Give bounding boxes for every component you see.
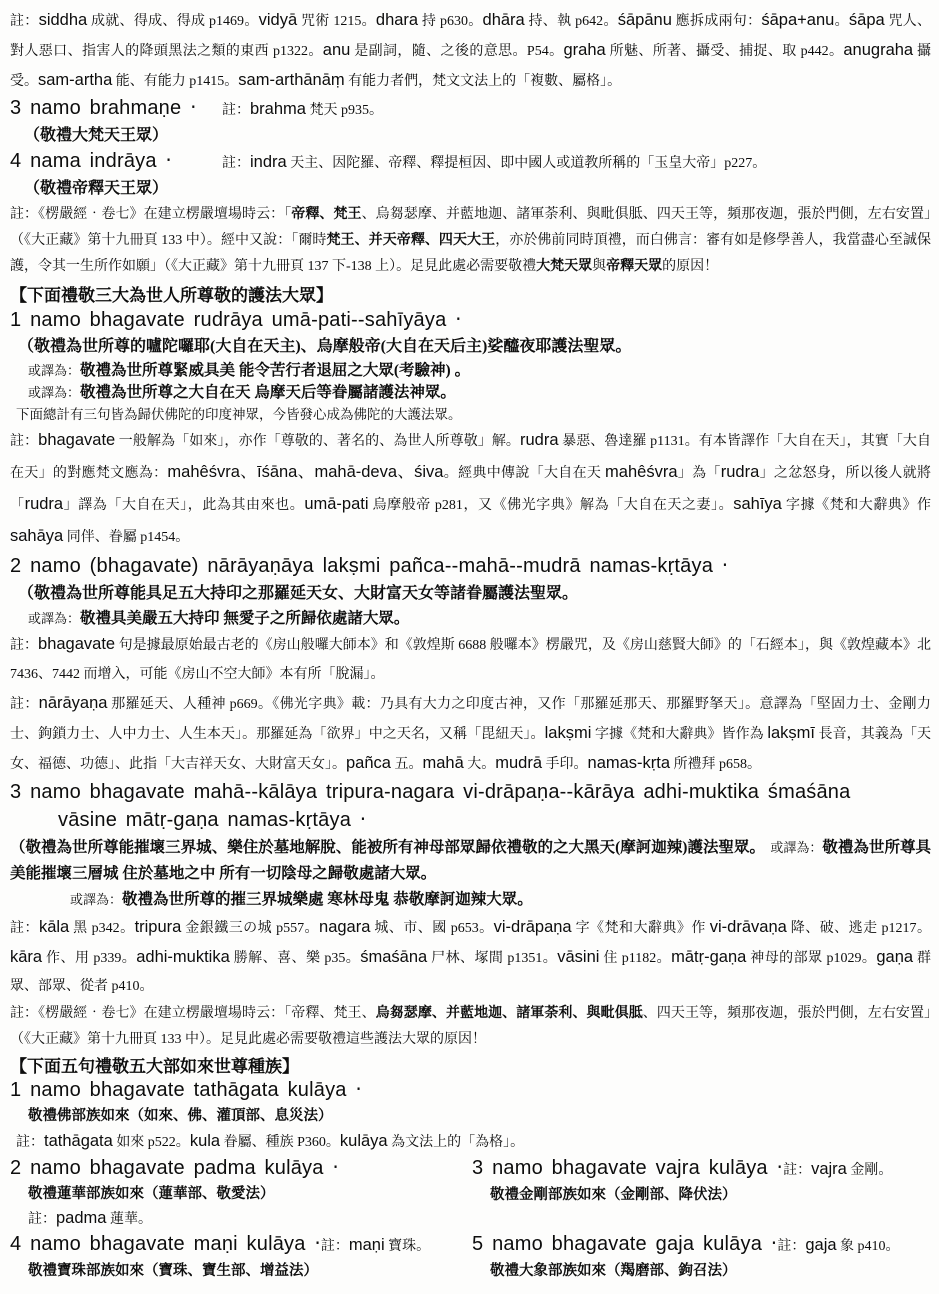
chinese-note-text: 註： [222, 156, 250, 171]
chinese-note-text: 註： [10, 638, 39, 653]
mantra-text: 3 namo bhagavate mahā--kālāya tripura-nagara vi-drāpaṇa--kārāya adhi-muktika śmaśāna [10, 781, 851, 803]
glossary-note-top [10, 6, 931, 96]
translation-text: 敬禮為世所尊緊威具美 能令苦行者退屈之大眾(考驗神) 。 [80, 362, 471, 379]
alt-translation-mahakala [10, 887, 931, 913]
chinese-note-text: 所禮拜 p658。 [670, 757, 762, 772]
sanskrit-term: adhi-muktika [136, 948, 230, 966]
sanskrit-term: nagara [319, 918, 371, 936]
column-vajra [472, 1156, 931, 1232]
sanskrit-term: rudra [24, 495, 64, 513]
chinese-note-text: 註： [320, 1239, 349, 1254]
chinese-note-text: 尸林、塚間 p1351。 [427, 951, 558, 966]
sanskrit-term: kula [189, 1132, 221, 1150]
chinese-note-text-bold: 大梵天眾 [536, 259, 593, 274]
section-header-protectors: 【下面禮敬三大為世人所尊敬的護法大眾】 [10, 286, 333, 305]
sanskrit-term: anugraha [843, 41, 914, 59]
chinese-note-text: 長音，其義為「天女、福德、功德」、此指「大吉祥天女、大財富天女」。 [10, 727, 932, 772]
alt-translation-label: 或譯為： [70, 892, 123, 907]
chinese-note-text: 的原因！ [662, 259, 719, 274]
two-column-row-1 [10, 1156, 931, 1232]
translation-text: （敬禮為世所尊能摧壞三界城、樂住於墓地解脫、能被所有神母部眾歸依禮敬的之大黑天(摩訶迦辣)護法聖眾。 [10, 839, 758, 856]
chinese-note-text: 群眾、部眾、從者 p410。 [10, 951, 932, 994]
chinese-note-text: 註：《楞嚴經‧卷七》在建立楞嚴壇場時云：「 [10, 207, 292, 222]
chinese-note-text: 烏摩般帝 p281，又《佛光字典》解為「大自在天之妻」。 [368, 498, 734, 513]
chinese-note-text-bold: 烏芻瑟摩、并藍地迦、諸軍荼利、與毗俱胝 [375, 1006, 643, 1021]
mantra-text: 2 namo bhagavate padma kulāya ‧ [10, 1157, 339, 1179]
sanskrit-term: umā-pati [304, 495, 369, 513]
chinese-note-text: 寶珠。 [384, 1239, 431, 1254]
chinese-note-text: 字據《梵和大辭典》作 [781, 498, 932, 513]
chinese-note-text: 」之忿怒身，所以後人就將「 [10, 466, 932, 513]
chinese-note-text: 成就、得成、得成 p1469。 [87, 14, 259, 29]
sanskrit-term: sahāya [10, 527, 64, 545]
chinese-note-text: 持、執 p642。 [524, 14, 618, 29]
alt-translation-label: 或譯為： [28, 611, 81, 626]
chinese-note-text: 降、破、逃走 p1217。 [786, 921, 932, 936]
translation-text: 敬禮具美嚴五大持印 無愛子之所歸依處諸大眾。 [80, 610, 410, 627]
translation-indra: （敬禮帝釋天王眾） [24, 180, 169, 197]
sanskrit-term: śāpa+anu [761, 11, 835, 29]
alt-translation-label: 或譯為： [28, 385, 81, 400]
alt-translation-rudra-2 [10, 382, 931, 404]
chinese-note-text: 作、用 p339。 [42, 951, 137, 966]
chinese-note-text: 如來 p522。 [112, 1135, 190, 1150]
chinese-note-text: 暴惡、魯達羅 p1131。有本皆譯作「大自在天」，其實「大自在天」的對應梵文應為： [10, 434, 932, 481]
note-bhagavate-sources [10, 630, 931, 689]
chinese-note-text: 眷屬、種族 P360。 [220, 1135, 340, 1150]
chinese-note-text: 字據《梵和大辭典》皆作為 [591, 727, 768, 742]
sanskrit-term: mahā [422, 754, 464, 772]
note-surangama-citation-2 [10, 1001, 931, 1053]
translation-padma: 敬禮蓮華部族如來（蓮華部、敬愛法） [28, 1186, 275, 1202]
sanskrit-term: kāra [10, 948, 43, 966]
chinese-note-text: 註：《楞嚴經‧卷七》在建立楞嚴壇場時云：「帝釋、梵王、 [10, 1006, 376, 1021]
column-padma [10, 1156, 472, 1232]
mantra-text: 3 namo bhagavate vajra kulāya ‧ [472, 1157, 784, 1179]
mantra-text: 3 namo brahmaṇe ‧ [10, 97, 197, 119]
sanskrit-term: sam-artha [38, 71, 113, 89]
mantra-text: vāsine mātṛ-gaṇa namas-kṛtāya ‧ [58, 809, 367, 831]
translation-rudra: （敬禮為世所尊的嚧陀囉耶(大自在天主)、烏摩般帝(大自在天后主)娑醯夜耶護法聖眾。 [18, 338, 632, 355]
mantra-line-tathagata [10, 1078, 931, 1104]
alt-translation-narayana [10, 607, 931, 630]
chinese-note-text: 咒術 1215。 [297, 14, 376, 29]
sanskrit-term: brahma [250, 100, 306, 118]
note-surangama-citation-1 [10, 202, 931, 280]
sanskrit-term: lakṣmī [767, 724, 815, 742]
chinese-note-text: 註： [10, 434, 39, 449]
sanskrit-term: dhara [375, 11, 419, 29]
chinese-note-text: 住 p1182。 [599, 951, 672, 966]
chinese-note-text: 應拆成兩句： [671, 14, 762, 29]
mantra-line-indra [10, 149, 931, 176]
chinese-note-text: 那羅延天、人種神 p669。《佛光字典》載：乃具有大力之印度古神，又作「那羅延那天、那羅野拏天」。意譯為「堅固力士、金剛力士、鉤鎖力士、人中力士、人生本天」。那羅延為「欲界」中之天名，又稱「毘紐天」。 [10, 697, 931, 742]
sanskrit-term: sahīya [733, 495, 782, 513]
chinese-note-text: 大。 [463, 757, 496, 772]
alt-translation-rudra-1 [10, 360, 931, 382]
inline-note [222, 153, 767, 171]
sanskrit-term: pañca [346, 754, 391, 772]
translation-vajra: 敬禮金剛部族如來（金剛部、降伏法） [490, 1187, 737, 1203]
inline-note [222, 100, 383, 118]
chinese-note-text: 是副詞，隨、之後的意思。P54。 [350, 44, 564, 59]
note-narayana-glossary [10, 689, 931, 779]
sanskrit-term: namas-kṛta [587, 754, 671, 772]
chinese-note-text: 手印。 [542, 757, 588, 772]
mantra-text: 1 namo bhagavate tathāgata kulāya ‧ [10, 1079, 362, 1101]
sanskrit-term: kāla [38, 918, 70, 936]
chinese-note-text: 黑 p342。 [69, 921, 135, 936]
mantra-line-vajra [472, 1156, 931, 1183]
mantra-line-padma [10, 1156, 472, 1182]
sanskrit-term: mātṛ-gaṇa [671, 948, 747, 966]
sanskrit-term: vi-drāvaṇa [709, 918, 787, 936]
chinese-note-text: 神母的部眾 p1029。 [746, 951, 877, 966]
chinese-note-text: 所魅、所著、攝受、捕捉、取 p442。 [605, 44, 844, 59]
chinese-note-text: 持 p630。 [418, 14, 483, 29]
inline-note [320, 1236, 431, 1254]
chinese-note-text: 金銀鐵三の城 p557。 [181, 921, 320, 936]
translation-brahma: （敬禮大梵天王眾） [24, 127, 169, 144]
sanskrit-term: gaja [805, 1236, 837, 1254]
mantra-line-mahakala-2 [10, 807, 931, 835]
chinese-note-text: 為文法上的「為格」。 [387, 1135, 525, 1150]
chinese-note-text: 、烏芻瑟摩、并藍地迦、諸軍荼利、與毗俱胝、四天王等，頻那夜迦，張於門側，左右安置」（《大正藏》第十九冊頁 133 中）。經中又說：「爾時 [10, 207, 932, 248]
sanskrit-term: kulāya [339, 1132, 388, 1150]
chinese-note-text: 註： [777, 1239, 806, 1254]
chinese-note-text: 勝解、喜、樂 p35。 [229, 951, 361, 966]
sanskrit-term: mudrā [495, 754, 543, 772]
chinese-note-text: 」譯為「大自在天」，此為其由來也。 [63, 498, 305, 513]
chinese-note-text: 。經典中傳說「大自在天 [443, 466, 606, 481]
translation-narayana: （敬禮為世所尊能具足五大持印之那羅延天女、大財富天女等諸眷屬護法聖眾。 [18, 585, 579, 602]
sanskrit-term: siddha [38, 11, 88, 29]
chinese-note-text: 一般解為「如來」，亦作「尊敬的、著名的、為世人所尊敬」解。 [115, 434, 521, 449]
sanskrit-term: śāpa [848, 11, 885, 29]
chinese-note-text: 字《梵和大辭典》作 [571, 921, 710, 936]
mantra-text: 1 namo bhagavate rudrāya umā-pati--sahīyāya ‧ [10, 309, 462, 331]
chinese-note-text: 註： [222, 103, 250, 118]
sanskrit-term: indra [250, 153, 287, 171]
chinese-note-text: 蓮華。 [106, 1212, 152, 1227]
alt-translation-label: 或譯為： [28, 363, 81, 378]
translation-tathagata: 敬禮佛部族如來（如來、佛、灌頂部、息災法） [28, 1108, 333, 1124]
chinese-note-text: 能、有能力 p1415。 [112, 74, 239, 89]
mantra-line-brahma [10, 96, 931, 123]
sanskrit-term: tripura [134, 918, 182, 936]
chinese-note-text: 註： [783, 1163, 812, 1178]
note-padma [10, 1206, 472, 1232]
mantra-line-rudra [10, 308, 931, 334]
sanskrit-term: śmaśāna [360, 948, 428, 966]
chinese-note-text: 註： [10, 921, 39, 936]
chinese-note-text: 象 p410。 [836, 1239, 900, 1254]
sanskrit-term: nārāyaṇa [38, 694, 108, 712]
sanskrit-term: mahêśvra、īśāna、mahā-deva、śiva [167, 463, 444, 481]
mantra-text: 2 namo (bhagavate) nārāyaṇāya lakṣmi pañca--mahā--mudrā namas-kṛtāya ‧ [10, 555, 729, 577]
sanskrit-term: bhagavate [38, 431, 116, 449]
sanskrit-term: vidyā [258, 11, 298, 29]
chinese-note-text: 註： [28, 1212, 56, 1227]
translation-text: 敬禮為世所尊之大自在天 烏摩天后等眷屬諸護法神眾。 [80, 384, 456, 401]
sanskrit-term: vāsini [557, 948, 600, 966]
sanskrit-term: graha [563, 41, 606, 59]
chinese-note-text: 」為「 [677, 466, 721, 481]
chinese-note-text: 註： [10, 697, 39, 712]
sanskrit-term: gaṇa [876, 948, 914, 966]
sanskrit-term: lakṣmi [544, 724, 592, 742]
sanskrit-term: vi-drāpaṇa [493, 918, 572, 936]
chinese-note-text: 有能力者們，梵文文法上的「複數、屬格」。 [344, 74, 622, 89]
chinese-note-text: 五。 [390, 757, 423, 772]
mantra-line-narayana [10, 553, 931, 581]
sanskrit-term: dhāra [482, 11, 525, 29]
chinese-note-text: 註： [16, 1135, 44, 1150]
mantra-text: 5 namo bhagavate gaja kulāya ‧ [472, 1233, 778, 1255]
alt-translation-label: 或譯為： [757, 840, 823, 855]
chinese-note-text: 梵天 p935。 [305, 103, 383, 118]
two-column-row-2 [10, 1232, 931, 1283]
note-tathagata-glossary [10, 1128, 931, 1156]
chinese-note-text-bold: 帝釋、梵王 [291, 207, 362, 222]
chinese-note-text: 同伴、眷屬 p1454。 [63, 530, 190, 545]
section-header-five-families: 【下面五句禮敬五大部如來世尊種族】 [10, 1057, 299, 1076]
sanskrit-term: anu [322, 41, 351, 59]
sanskrit-term: tathāgata [44, 1132, 113, 1150]
chinese-note-text: 。 [834, 14, 849, 29]
translation-text: 敬禮為世所尊具美能摧壞三層城 住於墓地之中 所有一切陰母之歸敬處諸大眾。 [10, 839, 931, 882]
mantra-text: 4 nama indrāya ‧ [10, 150, 172, 172]
sanskrit-term: śāpānu [617, 11, 672, 29]
mantra-line-mani [10, 1232, 472, 1259]
sanskrit-term: padma [56, 1209, 107, 1227]
chinese-note-text-bold: 帝釋天眾 [606, 259, 663, 274]
translation-mani: 敬禮寶珠部族如來（寶珠、寶生部、增益法） [28, 1263, 318, 1279]
sanskrit-term: mahêśvra [605, 463, 678, 481]
chinese-note-text: 、四天王等，頻那夜迦，張於門側，左右安置」（《大正藏》第十九冊頁 133 中）。足見此處必需要敬禮這些護法大眾的原因！ [10, 1006, 932, 1047]
chinese-note-text: 金剛。 [846, 1163, 893, 1178]
column-gaja [472, 1232, 931, 1283]
chinese-note-text: 天主、因陀羅、帝釋、釋提桓因、即中國人或道教所稱的「玉皇大帝」p227。 [286, 156, 767, 171]
mantra-line-mahakala-1 [10, 779, 931, 807]
note-mahakala-glossary [10, 913, 931, 1001]
chinese-note-text: ，亦於佛前同時頂禮，而白佛言：審有如是修學善人，我當盡心至誠保護，令其一生所作如願」（《大正藏》第十九冊頁 137 下-138 上）。足見此處必需要敬禮 [10, 233, 932, 274]
translation-mahakala [10, 835, 931, 887]
column-mani [10, 1232, 472, 1283]
mantra-line-gaja [472, 1232, 931, 1259]
chinese-note-text: 城、市、國 p653。 [370, 921, 494, 936]
sanskrit-term: sam-arthānāṃ [238, 71, 345, 89]
chinese-note-text: 攝受。 [10, 44, 932, 89]
note-rudra-glossary [10, 425, 931, 553]
chinese-note-text: 句是據最原始最古老的《房山般囉大師本》和《敦煌斯 6688 般囉本》楞嚴咒，及《房山慈賢大師》的「石經本」，與《敦煌藏本》北 7436、7442 而增入，可能《房山不空大師》本有所「脫漏」。 [10, 638, 931, 682]
translation-gaja: 敬禮大象部族如來（羯磨部、鉤召法） [490, 1263, 737, 1279]
sanskrit-term: bhagavate [38, 635, 116, 653]
inline-note [783, 1160, 893, 1178]
sanskrit-term: rudra [520, 431, 559, 449]
sanskrit-term: maṇi [348, 1236, 385, 1254]
chinese-note-text: 註： [10, 14, 39, 29]
chinese-note-text: 與 [592, 259, 607, 274]
sanskrit-term: vajra [811, 1160, 847, 1178]
intro-note-three-lines: 下面總計有三句皆為歸伏佛陀的印度神眾，今皆發心成為佛陀的大護法眾。 [16, 407, 462, 422]
chinese-note-text: 咒人、對人惡口、指害人的降頭黑法之類的東西 p1322。 [10, 14, 932, 59]
sanskrit-term: rudra [720, 463, 760, 481]
translation-text: 敬禮為世所尊的摧三界城樂處 寒林母鬼 恭敬摩訶迦辣大眾。 [122, 891, 533, 908]
mantra-text: 4 namo bhagavate maṇi kulāya ‧ [10, 1233, 321, 1255]
chinese-note-text-bold: 梵王、并天帝釋、四天大王 [326, 233, 496, 248]
inline-note [777, 1236, 900, 1254]
